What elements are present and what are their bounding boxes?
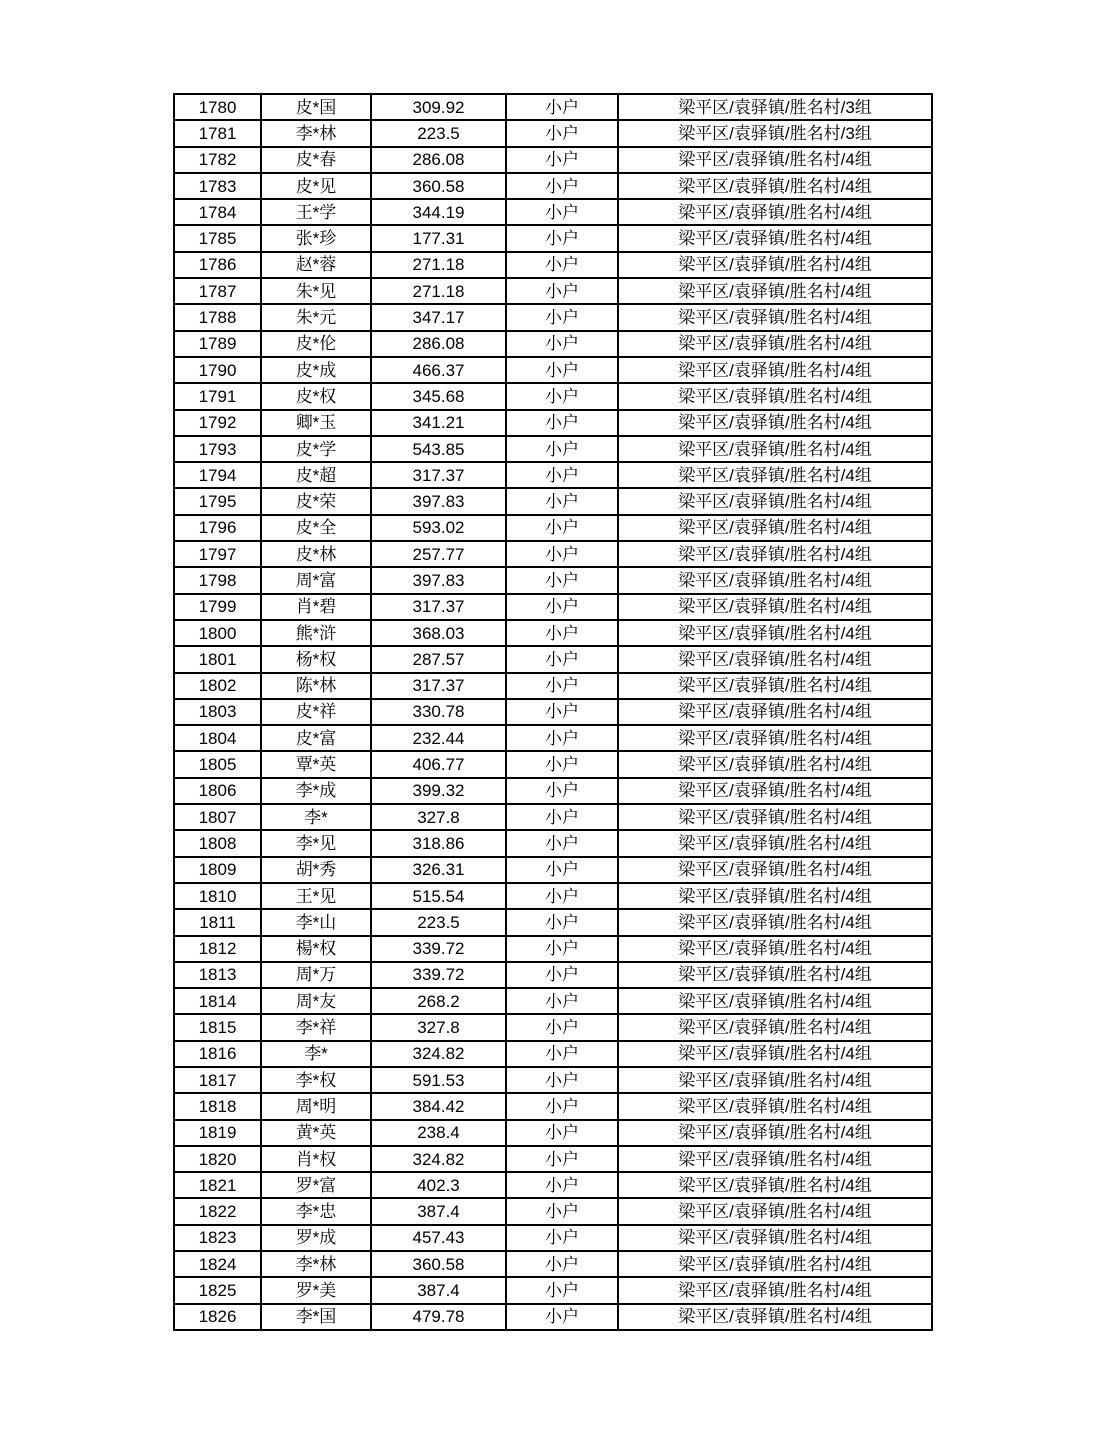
- cell-value: 387.4: [371, 1277, 506, 1303]
- table-row: [174, 436, 932, 462]
- cell-id: 1798: [174, 567, 261, 593]
- cell-name: 胡*秀: [261, 857, 371, 883]
- cell-address: 梁平区/袁驿镇/胜名村/4组: [618, 357, 932, 383]
- cell-id: 1789: [174, 331, 261, 357]
- table-row: [174, 1277, 932, 1303]
- cell-value: 360.58: [371, 1251, 506, 1277]
- table-row: [174, 541, 932, 567]
- cell-address: 梁平区/袁驿镇/胜名村/4组: [618, 515, 932, 541]
- cell-value: 457.43: [371, 1225, 506, 1251]
- cell-address: 梁平区/袁驿镇/胜名村/4组: [618, 1304, 932, 1330]
- cell-value: 286.08: [371, 147, 506, 173]
- cell-id: 1784: [174, 199, 261, 225]
- cell-household-type: 小户: [506, 199, 618, 225]
- cell-household-type: 小户: [506, 1093, 618, 1119]
- cell-id: 1823: [174, 1225, 261, 1251]
- cell-address: 梁平区/袁驿镇/胜名村/4组: [618, 1093, 932, 1119]
- table-row: [174, 410, 932, 436]
- cell-name: 王*学: [261, 199, 371, 225]
- cell-value: 324.82: [371, 1041, 506, 1067]
- cell-address: 梁平区/袁驿镇/胜名村/3组: [618, 120, 932, 146]
- cell-name: 杨*权: [261, 646, 371, 672]
- cell-id: 1826: [174, 1304, 261, 1330]
- table-row: [174, 830, 932, 856]
- table-row: [174, 225, 932, 251]
- cell-household-type: 小户: [506, 147, 618, 173]
- cell-id: 1791: [174, 383, 261, 409]
- cell-name: 皮*见: [261, 173, 371, 199]
- cell-household-type: 小户: [506, 1120, 618, 1146]
- cell-value: 384.42: [371, 1093, 506, 1119]
- table-row: [174, 252, 932, 278]
- table-row: [174, 567, 932, 593]
- cell-household-type: 小户: [506, 278, 618, 304]
- cell-id: 1815: [174, 1014, 261, 1040]
- cell-address: 梁平区/袁驿镇/胜名村/4组: [618, 1120, 932, 1146]
- cell-address: 梁平区/袁驿镇/胜名村/4组: [618, 173, 932, 199]
- cell-address: 梁平区/袁驿镇/胜名村/4组: [618, 857, 932, 883]
- table-row: [174, 147, 932, 173]
- cell-household-type: 小户: [506, 515, 618, 541]
- cell-id: 1805: [174, 751, 261, 777]
- cell-household-type: 小户: [506, 541, 618, 567]
- table-row: [174, 804, 932, 830]
- cell-value: 387.4: [371, 1198, 506, 1224]
- cell-household-type: 小户: [506, 751, 618, 777]
- cell-address: 梁平区/袁驿镇/胜名村/4组: [618, 304, 932, 330]
- cell-name: 罗*富: [261, 1172, 371, 1198]
- table-row: [174, 1014, 932, 1040]
- cell-name: 周*富: [261, 567, 371, 593]
- cell-value: 479.78: [371, 1304, 506, 1330]
- table-row: [174, 1304, 932, 1330]
- cell-name: 楊*权: [261, 936, 371, 962]
- cell-household-type: 小户: [506, 1304, 618, 1330]
- table-row: [174, 594, 932, 620]
- cell-address: 梁平区/袁驿镇/胜名村/4组: [618, 541, 932, 567]
- cell-household-type: 小户: [506, 620, 618, 646]
- cell-household-type: 小户: [506, 567, 618, 593]
- cell-household-type: 小户: [506, 857, 618, 883]
- cell-value: 397.83: [371, 567, 506, 593]
- cell-value: 268.2: [371, 988, 506, 1014]
- table-row: [174, 751, 932, 777]
- cell-household-type: 小户: [506, 436, 618, 462]
- cell-value: 286.08: [371, 331, 506, 357]
- cell-household-type: 小户: [506, 988, 618, 1014]
- cell-name: 皮*荣: [261, 488, 371, 514]
- cell-id: 1780: [174, 94, 261, 120]
- cell-name: 皮*学: [261, 436, 371, 462]
- cell-address: 梁平区/袁驿镇/胜名村/4组: [618, 673, 932, 699]
- cell-id: 1786: [174, 252, 261, 278]
- cell-name: 皮*成: [261, 357, 371, 383]
- cell-name: 皮*富: [261, 725, 371, 751]
- cell-value: 309.92: [371, 94, 506, 120]
- cell-household-type: 小户: [506, 883, 618, 909]
- cell-name: 朱*见: [261, 278, 371, 304]
- cell-value: 515.54: [371, 883, 506, 909]
- cell-household-type: 小户: [506, 1172, 618, 1198]
- cell-name: 李*: [261, 804, 371, 830]
- cell-address: 梁平区/袁驿镇/胜名村/4组: [618, 1198, 932, 1224]
- cell-value: 317.37: [371, 673, 506, 699]
- cell-household-type: 小户: [506, 673, 618, 699]
- cell-name: 肖*权: [261, 1146, 371, 1172]
- cell-value: 257.77: [371, 541, 506, 567]
- cell-address: 梁平区/袁驿镇/胜名村/4组: [618, 383, 932, 409]
- cell-name: 李*山: [261, 909, 371, 935]
- cell-address: 梁平区/袁驿镇/胜名村/4组: [618, 646, 932, 672]
- cell-address: 梁平区/袁驿镇/胜名村/4组: [618, 199, 932, 225]
- table-row: [174, 725, 932, 751]
- cell-id: 1813: [174, 962, 261, 988]
- cell-name: 肖*碧: [261, 594, 371, 620]
- cell-address: 梁平区/袁驿镇/胜名村/4组: [618, 1067, 932, 1093]
- cell-name: 李*忠: [261, 1198, 371, 1224]
- cell-value: 271.18: [371, 278, 506, 304]
- cell-address: 梁平区/袁驿镇/胜名村/4组: [618, 909, 932, 935]
- table-row: [174, 357, 932, 383]
- table-row: [174, 94, 932, 120]
- cell-id: 1785: [174, 225, 261, 251]
- cell-id: 1822: [174, 1198, 261, 1224]
- cell-name: 陈*林: [261, 673, 371, 699]
- cell-value: 341.21: [371, 410, 506, 436]
- cell-id: 1816: [174, 1041, 261, 1067]
- cell-address: 梁平区/袁驿镇/胜名村/4组: [618, 225, 932, 251]
- cell-id: 1800: [174, 620, 261, 646]
- cell-id: 1783: [174, 173, 261, 199]
- table-row: [174, 1172, 932, 1198]
- cell-id: 1796: [174, 515, 261, 541]
- cell-id: 1793: [174, 436, 261, 462]
- cell-address: 梁平区/袁驿镇/胜名村/4组: [618, 567, 932, 593]
- table-row: [174, 909, 932, 935]
- cell-value: 287.57: [371, 646, 506, 672]
- table-row: [174, 331, 932, 357]
- cell-name: 覃*英: [261, 751, 371, 777]
- cell-household-type: 小户: [506, 699, 618, 725]
- cell-id: 1824: [174, 1251, 261, 1277]
- cell-address: 梁平区/袁驿镇/胜名村/3组: [618, 94, 932, 120]
- table-row: [174, 1093, 932, 1119]
- cell-id: 1790: [174, 357, 261, 383]
- cell-household-type: 小户: [506, 252, 618, 278]
- table-row: [174, 620, 932, 646]
- cell-name: 周*明: [261, 1093, 371, 1119]
- cell-value: 339.72: [371, 962, 506, 988]
- cell-address: 梁平区/袁驿镇/胜名村/4组: [618, 252, 932, 278]
- cell-id: 1814: [174, 988, 261, 1014]
- table-row: [174, 936, 932, 962]
- cell-value: 339.72: [371, 936, 506, 962]
- cell-household-type: 小户: [506, 1251, 618, 1277]
- cell-name: 赵*蓉: [261, 252, 371, 278]
- cell-name: 李*林: [261, 120, 371, 146]
- cell-address: 梁平区/袁驿镇/胜名村/4组: [618, 725, 932, 751]
- cell-value: 368.03: [371, 620, 506, 646]
- cell-value: 317.37: [371, 462, 506, 488]
- cell-address: 梁平区/袁驿镇/胜名村/4组: [618, 278, 932, 304]
- cell-name: 皮*国: [261, 94, 371, 120]
- cell-address: 梁平区/袁驿镇/胜名村/4组: [618, 988, 932, 1014]
- cell-address: 梁平区/袁驿镇/胜名村/4组: [618, 1041, 932, 1067]
- cell-household-type: 小户: [506, 778, 618, 804]
- table-row: [174, 673, 932, 699]
- cell-value: 347.17: [371, 304, 506, 330]
- cell-id: 1810: [174, 883, 261, 909]
- cell-household-type: 小户: [506, 646, 618, 672]
- cell-household-type: 小户: [506, 1067, 618, 1093]
- table-row: [174, 120, 932, 146]
- cell-name: 周*万: [261, 962, 371, 988]
- cell-name: 皮*超: [261, 462, 371, 488]
- table-row: [174, 1041, 932, 1067]
- cell-value: 317.37: [371, 594, 506, 620]
- cell-value: 327.8: [371, 804, 506, 830]
- cell-id: 1807: [174, 804, 261, 830]
- cell-value: 238.4: [371, 1120, 506, 1146]
- cell-name: 皮*伦: [261, 331, 371, 357]
- cell-value: 402.3: [371, 1172, 506, 1198]
- cell-id: 1797: [174, 541, 261, 567]
- household-table-body: [174, 94, 932, 1330]
- cell-name: 李*: [261, 1041, 371, 1067]
- cell-address: 梁平区/袁驿镇/胜名村/4组: [618, 1172, 932, 1198]
- cell-household-type: 小户: [506, 1277, 618, 1303]
- cell-name: 李*见: [261, 830, 371, 856]
- cell-value: 591.53: [371, 1067, 506, 1093]
- cell-address: 梁平区/袁驿镇/胜名村/4组: [618, 436, 932, 462]
- cell-name: 卿*玉: [261, 410, 371, 436]
- cell-value: 324.82: [371, 1146, 506, 1172]
- cell-id: 1821: [174, 1172, 261, 1198]
- cell-value: 543.85: [371, 436, 506, 462]
- cell-value: 466.37: [371, 357, 506, 383]
- cell-address: 梁平区/袁驿镇/胜名村/4组: [618, 830, 932, 856]
- cell-id: 1819: [174, 1120, 261, 1146]
- table-row: [174, 515, 932, 541]
- cell-address: 梁平区/袁驿镇/胜名村/4组: [618, 147, 932, 173]
- cell-address: 梁平区/袁驿镇/胜名村/4组: [618, 488, 932, 514]
- table-row: [174, 1146, 932, 1172]
- table-row: [174, 1067, 932, 1093]
- cell-address: 梁平区/袁驿镇/胜名村/4组: [618, 962, 932, 988]
- cell-id: 1781: [174, 120, 261, 146]
- cell-id: 1794: [174, 462, 261, 488]
- table-row: [174, 199, 932, 225]
- table-row: [174, 462, 932, 488]
- cell-address: 梁平区/袁驿镇/胜名村/4组: [618, 699, 932, 725]
- table-row: [174, 1120, 932, 1146]
- cell-household-type: 小户: [506, 725, 618, 751]
- cell-id: 1817: [174, 1067, 261, 1093]
- cell-household-type: 小户: [506, 936, 618, 962]
- cell-value: 344.19: [371, 199, 506, 225]
- cell-address: 梁平区/袁驿镇/胜名村/4组: [618, 620, 932, 646]
- cell-id: 1806: [174, 778, 261, 804]
- cell-name: 张*珍: [261, 225, 371, 251]
- cell-address: 梁平区/袁驿镇/胜名村/4组: [618, 1251, 932, 1277]
- cell-value: 593.02: [371, 515, 506, 541]
- cell-name: 周*友: [261, 988, 371, 1014]
- cell-name: 皮*春: [261, 147, 371, 173]
- cell-name: 李*祥: [261, 1014, 371, 1040]
- cell-id: 1808: [174, 830, 261, 856]
- cell-value: 232.44: [371, 725, 506, 751]
- cell-address: 梁平区/袁驿镇/胜名村/4组: [618, 331, 932, 357]
- cell-address: 梁平区/袁驿镇/胜名村/4组: [618, 936, 932, 962]
- cell-id: 1799: [174, 594, 261, 620]
- cell-household-type: 小户: [506, 462, 618, 488]
- cell-value: 360.58: [371, 173, 506, 199]
- cell-address: 梁平区/袁驿镇/胜名村/4组: [618, 751, 932, 777]
- table-row: [174, 488, 932, 514]
- household-table: [173, 93, 933, 1331]
- cell-value: 271.18: [371, 252, 506, 278]
- cell-household-type: 小户: [506, 357, 618, 383]
- cell-household-type: 小户: [506, 383, 618, 409]
- cell-address: 梁平区/袁驿镇/胜名村/4组: [618, 1277, 932, 1303]
- cell-household-type: 小户: [506, 594, 618, 620]
- table-row: [174, 699, 932, 725]
- cell-household-type: 小户: [506, 225, 618, 251]
- cell-value: 330.78: [371, 699, 506, 725]
- cell-name: 皮*全: [261, 515, 371, 541]
- cell-household-type: 小户: [506, 962, 618, 988]
- cell-household-type: 小户: [506, 120, 618, 146]
- cell-household-type: 小户: [506, 488, 618, 514]
- cell-value: 406.77: [371, 751, 506, 777]
- cell-address: 梁平区/袁驿镇/胜名村/4组: [618, 1014, 932, 1040]
- cell-id: 1804: [174, 725, 261, 751]
- table-row: [174, 962, 932, 988]
- cell-id: 1787: [174, 278, 261, 304]
- cell-value: 318.86: [371, 830, 506, 856]
- cell-household-type: 小户: [506, 1014, 618, 1040]
- cell-name: 李*国: [261, 1304, 371, 1330]
- cell-household-type: 小户: [506, 909, 618, 935]
- cell-name: 罗*美: [261, 1277, 371, 1303]
- cell-id: 1811: [174, 909, 261, 935]
- cell-address: 梁平区/袁驿镇/胜名村/4组: [618, 778, 932, 804]
- cell-household-type: 小户: [506, 94, 618, 120]
- cell-id: 1788: [174, 304, 261, 330]
- cell-address: 梁平区/袁驿镇/胜名村/4组: [618, 804, 932, 830]
- table-row: [174, 278, 932, 304]
- cell-name: 朱*元: [261, 304, 371, 330]
- table-row: [174, 383, 932, 409]
- cell-household-type: 小户: [506, 1146, 618, 1172]
- cell-name: 皮*祥: [261, 699, 371, 725]
- cell-household-type: 小户: [506, 830, 618, 856]
- cell-id: 1820: [174, 1146, 261, 1172]
- table-row: [174, 1198, 932, 1224]
- cell-value: 223.5: [371, 120, 506, 146]
- cell-address: 梁平区/袁驿镇/胜名村/4组: [618, 410, 932, 436]
- cell-value: 223.5: [371, 909, 506, 935]
- cell-address: 梁平区/袁驿镇/胜名村/4组: [618, 462, 932, 488]
- cell-name: 熊*浒: [261, 620, 371, 646]
- table-row: [174, 988, 932, 1014]
- cell-address: 梁平区/袁驿镇/胜名村/4组: [618, 1146, 932, 1172]
- cell-id: 1818: [174, 1093, 261, 1119]
- cell-value: 345.68: [371, 383, 506, 409]
- cell-id: 1803: [174, 699, 261, 725]
- table-row: [174, 173, 932, 199]
- cell-name: 李*林: [261, 1251, 371, 1277]
- cell-household-type: 小户: [506, 1041, 618, 1067]
- cell-address: 梁平区/袁驿镇/胜名村/4组: [618, 883, 932, 909]
- cell-name: 王*见: [261, 883, 371, 909]
- cell-name: 黄*英: [261, 1120, 371, 1146]
- cell-id: 1809: [174, 857, 261, 883]
- cell-household-type: 小户: [506, 331, 618, 357]
- table-row: [174, 883, 932, 909]
- cell-name: 罗*成: [261, 1225, 371, 1251]
- cell-value: 177.31: [371, 225, 506, 251]
- cell-value: 326.31: [371, 857, 506, 883]
- cell-household-type: 小户: [506, 410, 618, 436]
- cell-id: 1825: [174, 1277, 261, 1303]
- cell-value: 327.8: [371, 1014, 506, 1040]
- table-row: [174, 778, 932, 804]
- cell-name: 皮*林: [261, 541, 371, 567]
- cell-address: 梁平区/袁驿镇/胜名村/4组: [618, 594, 932, 620]
- table-row: [174, 1225, 932, 1251]
- cell-name: 皮*权: [261, 383, 371, 409]
- cell-id: 1812: [174, 936, 261, 962]
- table-row: [174, 304, 932, 330]
- cell-value: 397.83: [371, 488, 506, 514]
- table-row: [174, 646, 932, 672]
- cell-id: 1802: [174, 673, 261, 699]
- cell-household-type: 小户: [506, 1198, 618, 1224]
- cell-value: 399.32: [371, 778, 506, 804]
- cell-household-type: 小户: [506, 804, 618, 830]
- table-row: [174, 857, 932, 883]
- cell-name: 李*权: [261, 1067, 371, 1093]
- cell-household-type: 小户: [506, 304, 618, 330]
- cell-household-type: 小户: [506, 173, 618, 199]
- cell-id: 1795: [174, 488, 261, 514]
- cell-name: 李*成: [261, 778, 371, 804]
- cell-id: 1782: [174, 147, 261, 173]
- cell-id: 1792: [174, 410, 261, 436]
- cell-household-type: 小户: [506, 1225, 618, 1251]
- cell-id: 1801: [174, 646, 261, 672]
- cell-address: 梁平区/袁驿镇/胜名村/4组: [618, 1225, 932, 1251]
- table-row: [174, 1251, 932, 1277]
